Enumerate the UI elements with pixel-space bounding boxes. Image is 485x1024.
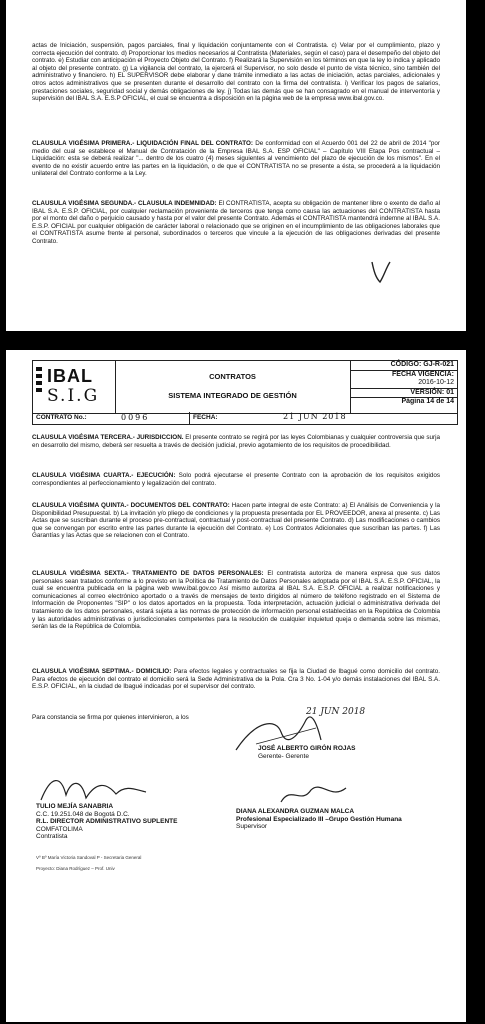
document-header	[32, 360, 458, 414]
clause-25-title: CLAUSULA VIGÉSIMA QUINTA.- DOCUMENTOS DEL CONTRATO:	[32, 502, 230, 509]
logo-text-top: IBAL	[47, 366, 93, 386]
paragraph-supervisor-duties: actas de Iniciación, suspensión, pagos parciales, final y liquidación conjuntamente con el Contratista. c) Velar por el cumplimiento, plazo y correcta ejecución del contrato. d) Proporcionar los medios necesarios al Contratista (Materiales, según el caso) para el desempeño del objeto del contrato. e) Estudiar con anticipación el Proyecto Objeto del Contrato. f) Realizará la Supervisión en los términos en que la ley lo indica y aplicado al objeto del presente contrato. g) La vigilancia del contrato, la ejercerá el Supervisor, no solo desde el punto de vista técnico, sino también del administrativo y financiero. h) EL SUPERVISOR debe elaborar y dane trámite inmediato a las actas de iniciación, actas parciales, adicionales y otros actos administrativos que se presenten durante el desarrollo del contrato con la firma del contratista. i) Verificar los pagos de salarios, prestaciones sociales, seguridad social y demás obligaciones de ley. j) Todas las demás que se han consagrado en el manual de interventoría y supervisión del IBAL S.A. E.S.P OFICIAL, el cual se encuentra a disposición en la página web de la empresa www.ibal.gov.co.	[32, 42, 440, 103]
contratista-role: Contratista	[36, 833, 68, 840]
clause-21-title: CLAUSULA VIGÉSIMA PRIMERA.- LIQUIDACIÓN FINAL DEL CONTRATO:	[32, 140, 253, 147]
clause-26	[32, 570, 440, 631]
contratista-block	[36, 803, 177, 841]
supervisor-signature	[276, 780, 356, 810]
supervisor-role: Supervisor	[236, 823, 268, 830]
contratista-cc: C.C. 19.251.048 de Bogotá D.C.	[36, 810, 130, 818]
closing-date-stamp: 21 JUN 2018	[306, 707, 366, 717]
clause-24	[32, 472, 440, 487]
contract-page-14	[6, 350, 466, 1022]
clause-27-title: CLAUSULA VIGÉSIMA SEPTIMA.- DOMICILIO:	[32, 668, 172, 675]
vobo-note: Vº Bº María Victoria Sandoval P - Secretaria General	[36, 855, 142, 860]
clause-25-body: Hacen parte integral de este Contrato: a) El Análisis de Conveniencia y la Disponibilidad Presupuestal. b) La invitación y/o pliego de condiciones y la propuesta presentada por EL PROVEEDOR, anexa al presente. c) Las Actas que se suscriban durante el proceso pre-contractual, contractual y post-contractual del presente Contrato. d) Las modificaciones o cambios que se convengan por escrito entre las partes durante la ejecución del Contrato. e) Los Contratos Adicionales que suscriban las partes. f) Las Garantías y las Actas que se relacionen con el Contrato.	[32, 502, 440, 540]
header-title: CONTRATOS	[209, 372, 256, 381]
clause-25	[32, 502, 440, 540]
gerente-block	[258, 745, 356, 760]
clause-24-body: Solo podrá ejecutarse el presente Contrato con la aprobación de los requisitos exigidos correspondientes al perfeccionamiento y legalización del contrato.	[32, 472, 441, 487]
clause-21	[32, 140, 440, 178]
closing-line	[32, 714, 189, 722]
clause-22-title: CLAUSULA VIGÉSIMA SEGUNDA.- CLAUSULA INDEMNIDAD:	[32, 200, 217, 207]
contract-page-previous	[6, 0, 466, 331]
contrato-number-stamp: 0096	[121, 413, 150, 422]
clause-22-body: El CONTRATISTA, acepta su obligación de mantener libre o exento de daño al IBAL S.A. E.S.P. OFICIAL, por cualquier reclamación proveniente de terceros que tenga como causa las actuaciones del CONTRATISTA hasta por el monto del daño o perjuicio causado y hasta por el valor del presente Contrato. Además el CONTRATISTA mantendrá indemne al IBAL S.A. E.S.P. OFICIAL por cualquier obligación de carácter laboral o relacionado que se originen en el incumplimiento de las obligaciones laborales que el CONTRATISTA asume frente al personal, subordinados o terceros que vincule a la ejecución de las obligaciones derivadas del presente Contrato.	[32, 200, 440, 245]
clause-23	[32, 434, 440, 449]
clause-26-body: El contratista autoriza de manera expresa que sus datos personales sean tratados conforme a lo previsto en la Política de Tratamiento de Datos Personales adoptada por el IBAL S.A. E.S.P. OFICIAL, la cual se encuentra publicada en la página web www.ibal.gov.co Así mismo autoriza al IBAL S.A. E.S.P. OFICIAL a realizar notificaciones y comunicaciones al correo electrónico aportado o a través de mensajes de texto dirigidos al número de teléfono registrado en el Sistema de Información de Proponentes "SIP" o los datos aportados en la propuesta. Toda interpretación, actuación judicial o administrativa derivada del tratamiento de los datos personales, estará sujeta a las normas de protección de información personal establecidas en la República de Colombia y las autoridades administrativas o jurisdiccionales competentes para la resolución de cualquier inquietud queja o demanda sobre las mismas, serán las de la República de Colombia.	[32, 570, 441, 631]
gerente-name: JOSÉ ALBERTO GIRÓN ROJAS	[258, 745, 356, 752]
closing-text: Para constancia se firma por quienes intervinieron, a los	[32, 714, 189, 721]
logo-mark-icon	[36, 367, 45, 397]
supervisor-block	[236, 808, 402, 831]
header-version: VERSIÓN: 01	[351, 389, 457, 399]
header-meta	[351, 361, 457, 413]
clause-23-title: CLAUSULA VIGÉSIMA TERCERA.- JURISDICCION.	[32, 434, 184, 441]
header-pagina: Página 14 de 14	[401, 398, 454, 405]
supervisor-name: DIANA ALEXANDRA GUZMAN MALCA	[236, 808, 355, 815]
proyecto-note: Proyecto: Diana Rodríguez – Prof. Univ	[36, 866, 115, 871]
clause-26-title: CLAUSULA VIGÉSIMA SEXTA.- TRATAMIENTO DE DATOS PERSONALES:	[32, 570, 264, 577]
header-fecha-value: 2016-10-12	[351, 379, 457, 389]
contratista-org: COMFATOLIMA	[36, 825, 83, 833]
header-subtitle: SISTEMA INTEGRADO DE GESTIÓN	[168, 391, 297, 400]
clause-21-body: De conformidad con el Acuerdo 001 del 22 de abril de 2014 "por medio del cual se establece el Manual de Contratación de la Empresa IBAL S.A. ESP OFICIAL" – Capítulo VIII Etapa Pos contractual – Liquidación: esta se deberá realizar "... dentro de los cuatro (4) meses siguientes al vencimiento del plazo de ejecución de los mismos". En el evento de no existir acuerdo entre las partes en la liquidación, o de que el CONTRATISTA no se presente a ésta, se procederá a la liquidación unilateral del Contrato conforme a la Ley.	[32, 140, 440, 178]
clause-27-body: Para efectos legales y contractuales se fija la Ciudad de Ibagué como domicilio del contrato. Para efectos de ejecución del contrato el domicilio será la Sede Administrativa de la Pola. Cra 3 No. 1-04 y/o demás instalaciones del IBAL S.A. E.S.P. OFICIAL, en la ciudad de Ibagué indicadas por el supervisor del contrato.	[32, 668, 440, 691]
initial-mark	[366, 258, 396, 286]
contrato-label: CONTRATO No.:	[36, 414, 87, 421]
clause-27	[32, 668, 440, 691]
contratista-name: TULIO MEJÍA SANABRIA	[36, 803, 114, 810]
contract-number-row	[32, 412, 458, 425]
supervisor-title: Profesional Especializado III –Grupo Gestión Humana	[236, 815, 402, 823]
gerente-title: Gerente- Gerente	[258, 752, 309, 760]
fecha-row-stamp: 21 JUN 2018	[283, 412, 347, 421]
clause-24-title: CLAUSULA VIGÉSIMA CUARTA.- EJECUCIÓN:	[32, 472, 176, 479]
clause-22	[32, 200, 440, 246]
ibal-logo	[33, 361, 116, 413]
clause-23-body: El presente contrato se regirá por las leyes Colombianas y cualquier controversia que surja en desarrollo del mismo, deberá ser resuelta a través de decisión judicial, previo agotamiento de los requisitos de procedibilidad.	[32, 434, 440, 449]
header-codigo: CÓDIGO: GJ-R-021	[351, 361, 457, 371]
header-title-cell	[115, 361, 351, 413]
fecha-row-label: FECHA:	[193, 414, 218, 421]
header-fecha-label: FECHA VIGENCIA:	[392, 370, 454, 378]
contratista-title: R.L. DIRECTOR ADMINISTRATIVO SUPLENTE	[36, 818, 178, 825]
logo-text-bottom: S.I.G	[47, 386, 100, 406]
